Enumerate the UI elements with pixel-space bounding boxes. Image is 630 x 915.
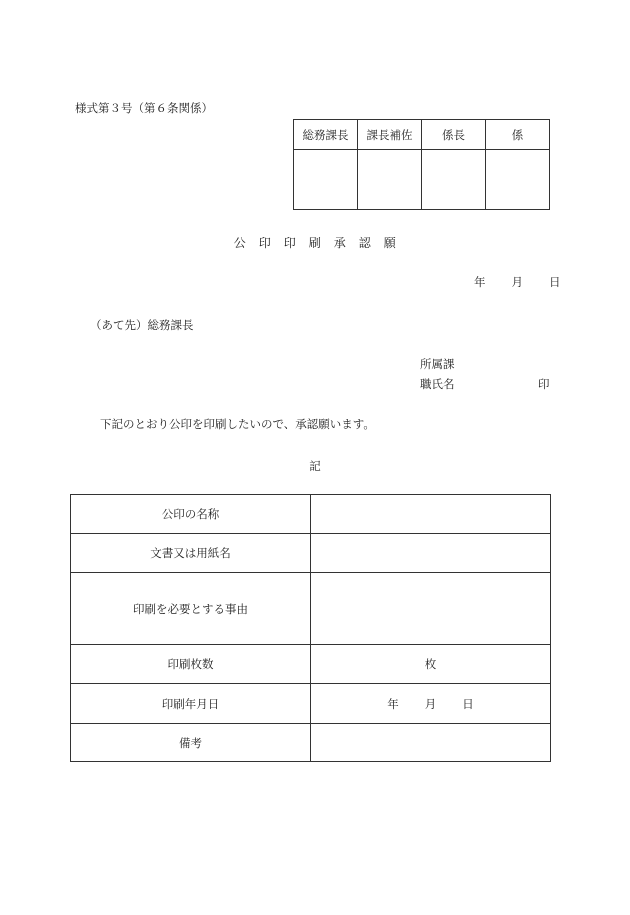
approval-stamp-box[interactable]	[422, 150, 486, 210]
approval-header-section-chief: 係長	[422, 120, 486, 150]
table-row	[71, 684, 551, 724]
ki-label: 記	[309, 459, 321, 473]
approval-stamp-box[interactable]	[294, 150, 358, 210]
table-row	[71, 534, 551, 573]
sheets-unit: 枚	[424, 657, 437, 671]
request-body-text: 下記のとおり公印を印刷したいので、承認願います。	[100, 417, 375, 431]
remarks-field[interactable]	[311, 724, 551, 762]
seal-mark: 印	[538, 377, 550, 391]
approval-stamp-table	[293, 119, 550, 210]
document-title: 公 印 印 刷 承 認 願	[233, 236, 397, 250]
seal-name-field[interactable]	[311, 495, 551, 534]
row-label-print-date: 印刷年月日	[71, 684, 311, 724]
row-label-reason: 印刷を必要とする事由	[71, 573, 311, 645]
table-row	[71, 573, 551, 645]
print-date-month-label: 月	[424, 696, 437, 711]
department-label: 所属課	[420, 357, 455, 371]
approval-header-general-affairs-chief: 総務課長	[294, 120, 358, 150]
row-label-document-name: 文書又は用紙名	[71, 534, 311, 573]
application-date	[474, 274, 561, 290]
reason-field[interactable]	[311, 573, 551, 645]
print-date-field[interactable]	[311, 684, 551, 724]
approval-header-assistant-chief: 課長補佐	[358, 120, 422, 150]
print-date-year-label: 年	[387, 696, 399, 711]
approval-stamp-box[interactable]	[358, 150, 422, 210]
row-label-seal-name: 公印の名称	[71, 495, 311, 534]
row-label-remarks: 備考	[71, 724, 311, 762]
print-count-field[interactable]	[311, 645, 551, 684]
addressee: （あて先）総務課長	[90, 318, 194, 332]
table-row	[71, 495, 551, 534]
form-number: 様式第３号（第６条関係）	[75, 101, 213, 115]
title-name-label: 職氏名	[420, 377, 455, 391]
details-table	[70, 494, 551, 762]
document-name-field[interactable]	[311, 534, 551, 573]
row-label-print-count: 印刷枚数	[71, 645, 311, 684]
table-row	[71, 645, 551, 684]
approval-stamp-box[interactable]	[486, 150, 550, 210]
date-month-label: 月	[511, 275, 523, 289]
date-year-label: 年	[474, 275, 486, 289]
print-date-day-label: 日	[462, 696, 474, 711]
table-row	[71, 724, 551, 762]
approval-header-staff: 係	[486, 120, 550, 150]
date-day-label: 日	[549, 275, 561, 289]
